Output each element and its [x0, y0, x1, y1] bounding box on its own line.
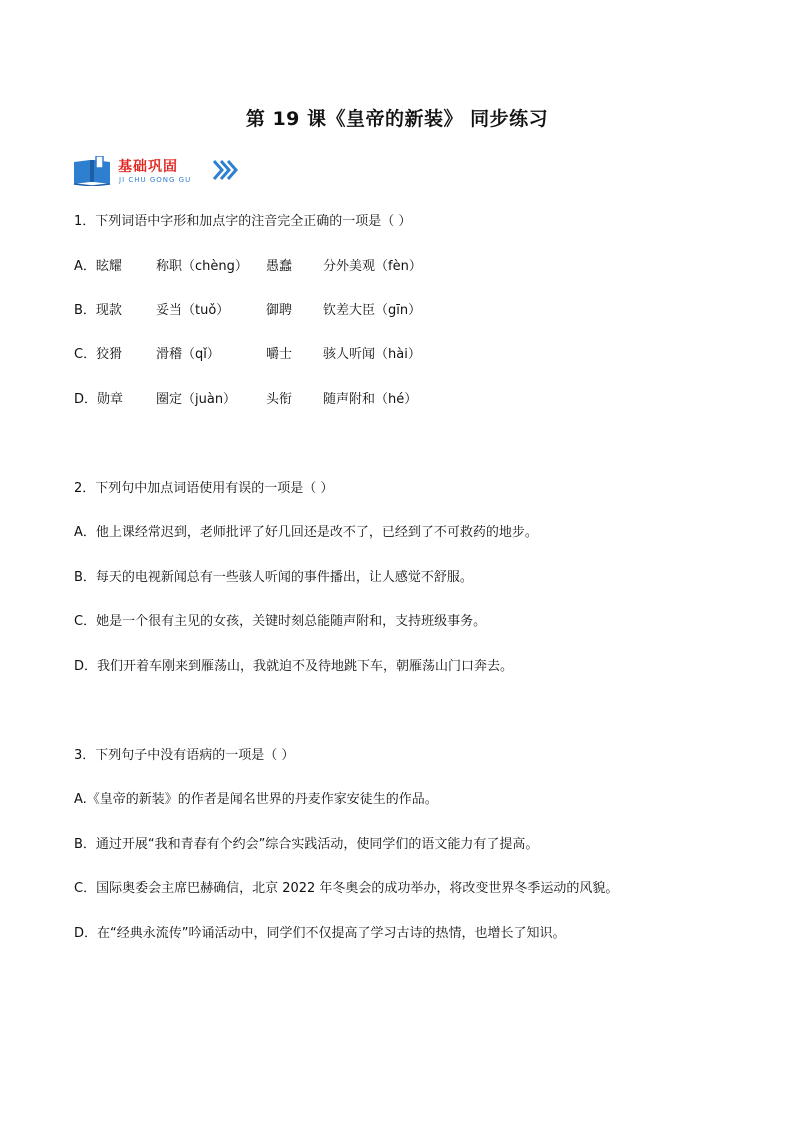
page-title: 第 19 课《皇帝的新装》 同步练习	[245, 108, 549, 130]
section-banner	[72, 154, 252, 188]
question-3-option-d: D．在“经典永流传”吟诵活动中，同学们不仅提高了学习古诗的热情，也增长了知识。	[74, 926, 566, 941]
question-3-option-c: C．国际奥委会主席巴赫确信，北京 2022 年冬奥会的成功举办，将改变世界冬季运动的风貌。	[74, 881, 619, 896]
question-3-stem: 3．下列句子中没有语病的一项是（ ）	[74, 748, 295, 763]
question-1-option-b: B．现款 妥当（tuǒ） 御聘 钦差大臣（gīn）	[74, 303, 422, 318]
question-2-option-d: D．我们开着车刚来到雁荡山，我就迫不及待地跳下车，朝雁荡山门口奔去。	[74, 659, 514, 674]
question-2-option-c: C．她是一个很有主见的女孩，关键时刻总能随声附和，支持班级事务。	[74, 614, 487, 629]
question-2-option-a: A．他上课经常迟到，老师批评了好几回还是改不了，已经到了不可救药的地步。	[74, 525, 538, 540]
question-3-option-b: B．通过开展“我和青春有个约会”综合实践活动，使同学们的语文能力有了提高。	[74, 837, 539, 852]
question-1-stem: 1．下列词语中字形和加点字的注音完全正确的一项是（ ）	[74, 214, 412, 229]
question-1-option-a: A．眩耀 称职（chèng） 愚蠢 分外美观（fèn）	[74, 259, 422, 274]
question-1-option-d: D．勋章 圈定（juàn） 头衔 随声附和（hé）	[74, 392, 418, 407]
question-1-option-c: C．狡猾 滑稽（qǐ） 嚼士 骇人听闻（hài）	[74, 347, 421, 362]
chevron-right-icon	[212, 159, 238, 181]
section-label: 基础巩固	[118, 159, 178, 175]
section-pinyin: JI CHU GONG GU	[119, 176, 192, 184]
question-2-option-b: B．每天的电视新闻总有一些骇人听闻的事件播出，让人感觉不舒服。	[74, 570, 473, 585]
question-2-stem: 2．下列句中加点词语使用有误的一项是（ ）	[74, 481, 334, 496]
question-3-option-a: A.《皇帝的新装》的作者是闻名世界的丹麦作家安徒生的作品。	[74, 792, 438, 807]
book-icon	[72, 156, 112, 186]
